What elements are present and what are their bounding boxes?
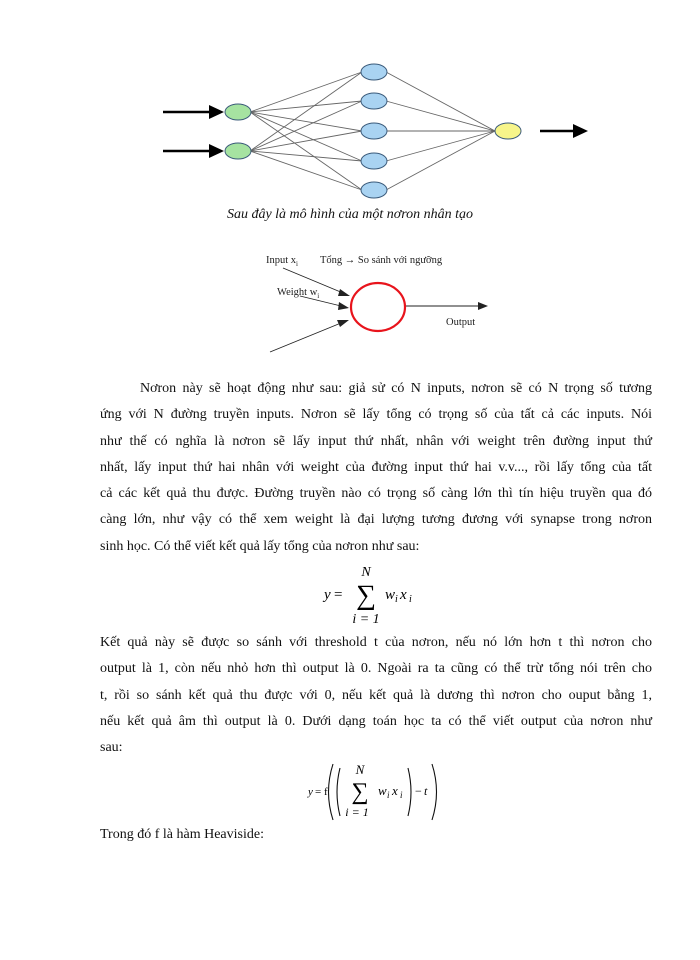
output-label: Output — [446, 317, 476, 328]
paragraph-line: t, rồi so sánh kết quả thu được với 0, nếu kết quả là dương thì nơron cho ouput bằng 1, — [100, 687, 652, 703]
output-arrow — [540, 124, 588, 138]
hidden-node — [361, 153, 387, 169]
input-label: Input $x_i$ — [266, 255, 298, 268]
network-diagram — [0, 0, 700, 205]
svg-text:i: i — [387, 790, 390, 800]
input-node — [225, 104, 251, 120]
svg-text:i = 1: i = 1 — [345, 805, 369, 819]
paragraph-line: cả các kết quả thu được. Đường truyền nào có trọng số càng lớn thì tín hiệu truyền qua đó — [100, 486, 652, 502]
svg-text:i: i — [409, 594, 412, 605]
svg-text:i: i — [400, 790, 403, 800]
svg-text:y: y — [308, 786, 313, 798]
input-node — [225, 143, 251, 159]
hidden-node — [361, 123, 387, 139]
svg-text:i: i — [395, 594, 398, 605]
svg-text:=: = — [334, 587, 343, 603]
paragraph-line: ứng với N đường truyền inputs. Nơron sẽ lấy tổng có trọng số của tất cả các inputs. Nói — [100, 407, 652, 423]
paragraph-line: như thế có nghĩa là nơron sẽ lấy input thứ nhất, nhân với weight trên đường input thứ — [100, 433, 652, 449]
svg-text:w: w — [385, 587, 396, 603]
sum-label: Tổng → So sánh với ngưỡng — [320, 255, 443, 266]
sum-formula — [300, 560, 420, 630]
threshold-formula — [300, 760, 450, 824]
paragraph-line: Nơron này sẽ hoạt động như sau: giả sử có N inputs, nơron sẽ có N trọng số tương — [140, 381, 652, 396]
svg-text:∑: ∑ — [356, 580, 376, 611]
paragraph-2 — [100, 630, 652, 761]
svg-text:= f: = f — [315, 786, 328, 798]
paragraph-line: output là 1, còn nếu nhỏ hơn thì output là 0. Ngoài ra ta cũng có thể trừ tổng nói trên cho — [100, 661, 652, 677]
closing-line: Trong đó f là hàm Heaviside: — [100, 827, 264, 842]
svg-text:x: x — [400, 587, 407, 603]
svg-text:y: y — [324, 587, 331, 603]
svg-text:−: − — [415, 784, 422, 798]
neuron-diagram — [0, 240, 700, 360]
paragraph-line: sau: — [100, 740, 123, 756]
figure-caption: Sau đây là mô hình của một nơron nhân tạo — [226, 207, 474, 222]
svg-text:N: N — [361, 565, 371, 580]
input-arrows — [163, 105, 224, 158]
hidden-node — [361, 182, 387, 198]
paragraph-line: nếu kết quả âm thì output là 0. Dưới dạng toán học ta có thể viết output của nơron như — [100, 713, 652, 729]
svg-text:i = 1: i = 1 — [352, 612, 380, 627]
paragraph-line: sinh học. Có thể viết kết quả lấy tổng của nơron như sau: — [100, 538, 420, 554]
neuron-circle — [351, 283, 405, 331]
output-node — [495, 123, 521, 139]
hidden-node — [361, 93, 387, 109]
weight-label: Weight $w_i$ — [277, 287, 320, 300]
svg-text:N: N — [355, 762, 365, 777]
svg-text:t: t — [424, 784, 428, 798]
paragraph-line: càng lớn, như vậy có thể xem weight là đại lượng tương đương với synapse trong nơron — [100, 512, 652, 528]
svg-text:∑: ∑ — [351, 779, 369, 805]
paragraph-line: nhất, lấy input thứ hai nhân với weight của đường input thứ hai v.v..., rồi lấy tổng của tất — [100, 459, 652, 475]
svg-text:w: w — [378, 783, 387, 798]
svg-text:x: x — [392, 783, 398, 798]
paragraph-line: Kết quả này sẽ được so sánh với threshold t của nơron, nếu nó lớn hơn t thì nơron cho — [100, 635, 652, 650]
hidden-node — [361, 64, 387, 80]
paragraph-1 — [100, 376, 652, 560]
